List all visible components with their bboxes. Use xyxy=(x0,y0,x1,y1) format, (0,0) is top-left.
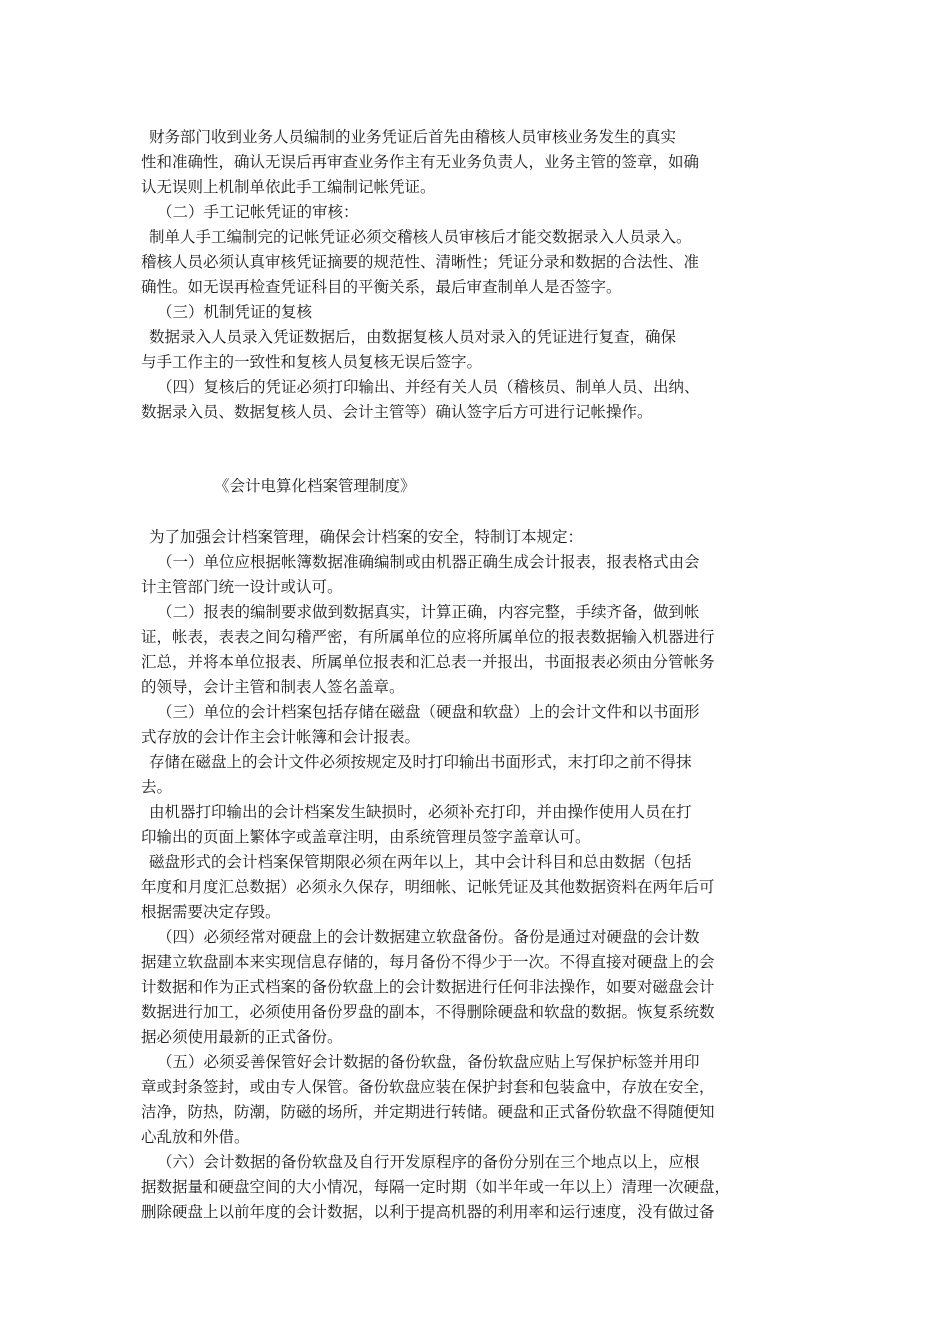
paragraph-line: 章或封条签封，或由专人保管。备份软盘应装在保护封套和包装盒中，存放在安全， xyxy=(141,1078,715,1096)
paragraph-line: 的领导，会计主管和制表人签名盖章。 xyxy=(141,678,405,696)
paragraph-line: 数据录入员、数据复核人员、会计主管等）确认签字后方可进行记帐操作。 xyxy=(141,403,653,421)
paragraph-line: 式存放的会计作主会计帐簿和会计报表。 xyxy=(141,728,421,746)
paragraph-line: （一）单位应根据帐簿数据准确编制或由机器正确生成会计报表，报表格式由会 xyxy=(157,553,700,571)
paragraph-line: 存储在磁盘上的会计文件必须按规定及时打印输出书面形式，末打印之前不得抹 xyxy=(149,753,692,771)
paragraph-line: （五）必须妥善保管好会计数据的备份软盘，备份软盘应贴上写保护标签并用印 xyxy=(157,1053,700,1071)
paragraph-line: 数据进行加工，必须使用备份罗盘的副本，不得删除硬盘和软盘的数据。恢复系统数 xyxy=(141,1003,715,1021)
paragraph-line: 洁净，防热，防潮，防磁的场所，并定期进行转储。硬盘和正式备份软盘不得随便知 xyxy=(141,1103,715,1121)
section-heading: （三）机制凭证的复核 xyxy=(157,303,313,321)
paragraph-line: （六）会计数据的备份软盘及自行开发原程序的备份分别在三个地点以上，应根 xyxy=(157,1153,700,1171)
paragraph-line: 年度和月度汇总数据）必须永久保存，明细帐、记帐凭证及其他数据资料在两年后可 xyxy=(141,878,715,896)
document-title: 《会计电算化档案管理制度》 xyxy=(214,477,416,495)
paragraph-line: 性和准确性，确认无误后再审查业务作主有无业务负责人，业务主管的签章，如确 xyxy=(141,153,700,171)
paragraph-line: 制单人手工编制完的记帐凭证必须交稽核人员审核后才能交数据录入人员录入。 xyxy=(149,228,692,246)
paragraph-line: 删除硬盘上以前年度的会计数据，以利于提高机器的利用率和运行速度，没有做过备 xyxy=(141,1203,715,1221)
section-heading: （二）手工记帐凭证的审核： xyxy=(157,203,359,221)
paragraph-line: 去。 xyxy=(141,778,173,796)
paragraph-line: 证，帐表，表表之间勾稽严密，有所属单位的应将所属单位的报表数据输入机器进行 xyxy=(141,628,715,646)
paragraph-line: 根据需要决定存毁。 xyxy=(141,903,281,921)
paragraph-line: 确性。如无误再检查凭证科目的平衡关系，最后审查制单人是否签字。 xyxy=(141,278,622,296)
paragraph-line: （四）复核后的凭证必须打印输出、并经有关人员（稽核员、制单人员、出纳、 xyxy=(157,378,700,396)
paragraph-line: 据必须使用最新的正式备份。 xyxy=(141,1028,343,1046)
paragraph-line: 由机器打印输出的会计档案发生缺损时，必须补充打印，并由操作使用人员在打 xyxy=(149,803,692,821)
paragraph-line: （四）必须经常对硬盘上的会计数据建立软盘备份。备份是通过对硬盘的会计数 xyxy=(157,928,700,946)
paragraph-line: 磁盘形式的会计档案保管期限必须在两年以上，其中会计科目和总由数据（包括 xyxy=(149,853,692,871)
paragraph-line: 计主管部门统一设计或认可。 xyxy=(141,578,343,596)
paragraph-line: 据数据量和硬盘空间的大小情况，每隔一定时期（如半年或一年以上）清理一次硬盘， xyxy=(141,1178,731,1196)
paragraph-line: （二）报表的编制要求做到数据真实，计算正确，内容完整，手续齐备，做到帐 xyxy=(157,603,700,621)
paragraph-line: 认无误则上机制单依此手工编制记帐凭证。 xyxy=(141,178,436,196)
paragraph-line: 印输出的页面上繁体字或盖章注明，由系统管理员签字盖章认可。 xyxy=(141,828,591,846)
paragraph-line: （三）单位的会计档案包括存储在磁盘（硬盘和软盘）上的会计文件和以书面形 xyxy=(157,703,700,721)
paragraph-line: 财务部门收到业务人员编制的业务凭证后首先由稽核人员审核业务发生的真实 xyxy=(149,128,677,146)
paragraph-line: 稽核人员必须认真审核凭证摘要的规范性、清晰性；凭证分录和数据的合法性、准 xyxy=(141,253,700,271)
paragraph-line: 计数据和作为正式档案的备份软盘上的会计数据进行任何非法操作，如要对磁盘会计 xyxy=(141,978,715,996)
paragraph-line: 汇总，并将本单位报表、所属单位报表和汇总表一并报出，书面报表必须由分管帐务 xyxy=(141,653,715,671)
paragraph-line: 与手工作主的一致性和复核人员复核无误后签字。 xyxy=(141,353,483,371)
paragraph-line: 据建立软盘副本来实现信息存储的，每月备份不得少于一次。不得直接对硬盘上的会 xyxy=(141,953,715,971)
paragraph-line: 为了加强会计档案管理，确保会计档案的安全，特制订本规定： xyxy=(149,528,584,546)
paragraph-line: 心乱放和外借。 xyxy=(141,1128,250,1146)
paragraph-line: 数据录入人员录入凭证数据后，由数据复核人员对录入的凭证进行复查，确保 xyxy=(149,328,677,346)
